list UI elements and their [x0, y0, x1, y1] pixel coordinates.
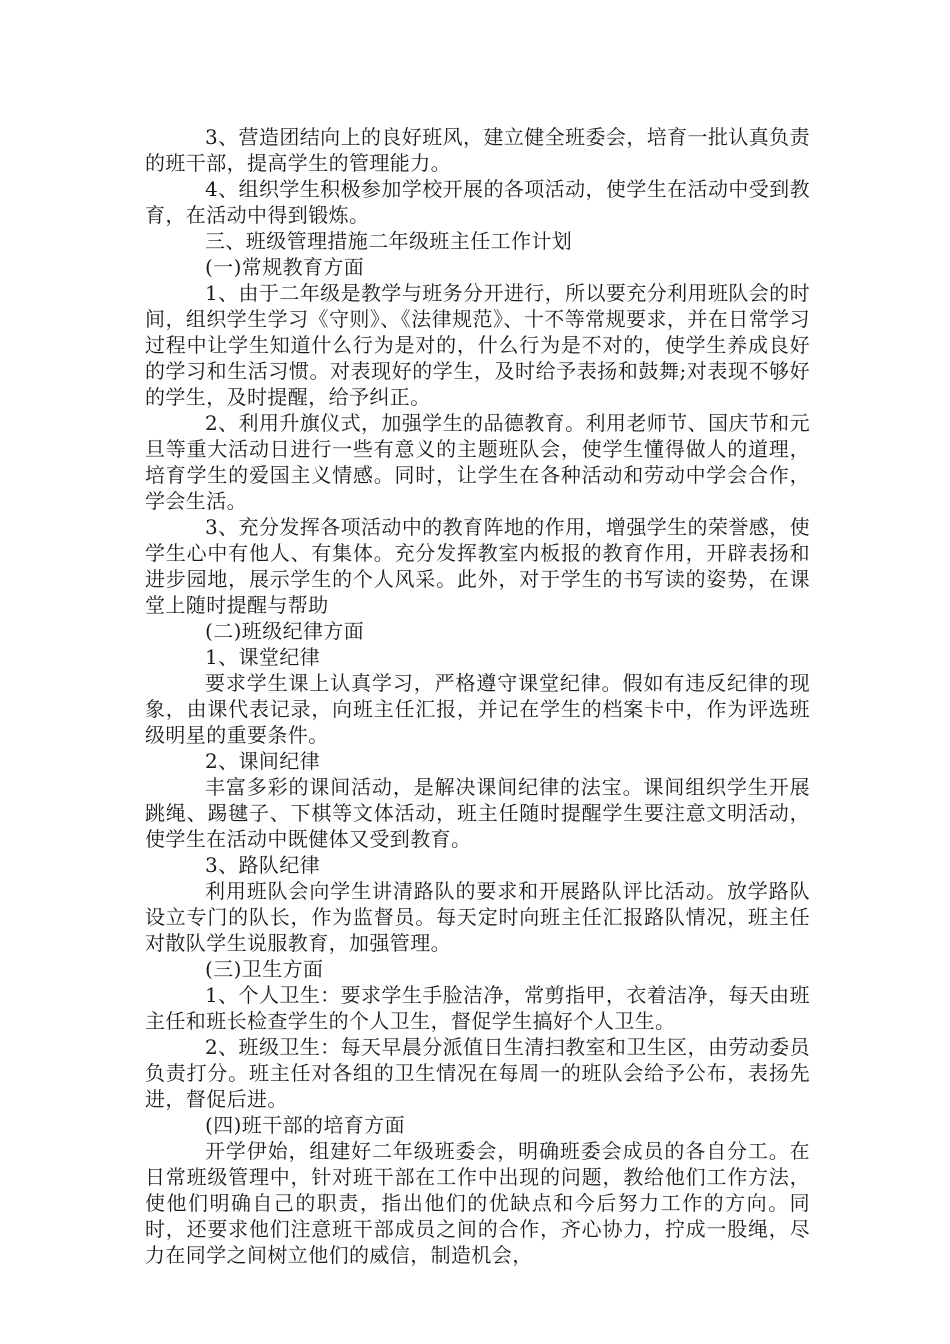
subsection-heading-discipline: (二)班级纪律方面	[205, 619, 365, 643]
item-heading-queue-discipline: 3、路队纪律	[205, 853, 321, 877]
item-heading-break-discipline: 2、课间纪律	[205, 749, 321, 773]
paragraph-routine-2: 2、利用升旗仪式，加强学生的品德教育。利用老师节、国庆节和元旦等重大活动日进行一些有意义的主题班队会，使学生懂得做人的道理，培育学生的爱国主义情感。同时，让学生在各种活动和劳动中学会合作，学会生活。	[145, 411, 810, 513]
paragraph-queue-discipline: 利用班队会向学生讲清路队的要求和开展路队评比活动。放学路队设立专门的队长，作为监督员。每天定时向班主任汇报路队情况，班主任对散队学生说服教育，加强管理。	[145, 879, 810, 955]
paragraph-class-hygiene: 2、班级卫生：每天早晨分派值日生清扫教室和卫生区，由劳动委员负责打分。班主任对各组的卫生情况在每周一的班队会给予公布，表扬先进，督促后进。	[145, 1035, 810, 1111]
subsection-heading-routine-education: (一)常规教育方面	[205, 255, 365, 279]
paragraph-classroom-discipline: 要求学生课上认真学习，严格遵守课堂纪律。假如有违反纪律的现象，由课代表记录，向班主任汇报，并记在学生的档案卡中，作为评选班级明星的重要条件。	[145, 671, 810, 747]
subsection-heading-hygiene: (三)卫生方面	[205, 957, 324, 981]
paragraph-routine-1: 1、由于二年级是教学与班务分开进行，所以要充分利用班队会的时间，组织学生学习《守则》、《法律规范》、十不等常规要求，并在日常学习过程中让学生知道什么行为是对的，什么行为是不对的，使学生养成良好的学习和生活习惯。对表现好的学生，及时给予表扬和鼓舞;对表现不够好的学生，及时提醒，给予纠正。	[145, 281, 810, 409]
paragraph-break-discipline: 丰富多彩的课间活动，是解决课间纪律的法宝。课间组织学生开展跳绳、踢毽子、下棋等文体活动，班主任随时提醒学生要注意文明活动，使学生在活动中既健体又受到教育。	[145, 775, 810, 851]
paragraph-class-cadres: 开学伊始，组建好二年级班委会，明确班委会成员的各自分工。在日常班级管理中，针对班干部在工作中出现的问题，教给他们工作方法，使他们明确自己的职责，指出他们的优缺点和今后努力工作的方向。同时，还要求他们注意班干部成员之间的合作，齐心协力，拧成一股绳，尽力在同学之间树立他们的威信，制造机会，	[145, 1139, 810, 1267]
section-heading-measures: 三、班级管理措施二年级班主任工作计划	[205, 229, 573, 253]
paragraph-goal-4: 4、组织学生积极参加学校开展的各项活动，使学生在活动中受到教育，在活动中得到锻炼。	[145, 177, 810, 227]
paragraph-goal-3: 3、营造团结向上的良好班风，建立健全班委会，培育一批认真负责的班干部，提高学生的管理能力。	[145, 125, 810, 175]
paragraph-personal-hygiene: 1、个人卫生：要求学生手脸洁净，常剪指甲，衣着洁净，每天由班主任和班长检查学生的个人卫生，督促学生搞好个人卫生。	[145, 983, 810, 1033]
document-body	[145, 124, 810, 1268]
item-heading-classroom-discipline: 1、课堂纪律	[205, 645, 321, 669]
paragraph-routine-3: 3、充分发挥各项活动中的教育阵地的作用，增强学生的荣誉感，使学生心中有他人、有集体。充分发挥教室内板报的教育作用，开辟表扬和进步园地，展示学生的个人风采。此外，对于学生的书写读的姿势，在课堂上随时提醒与帮助	[145, 515, 810, 617]
subsection-heading-class-cadres: (四)班干部的培育方面	[205, 1113, 406, 1137]
